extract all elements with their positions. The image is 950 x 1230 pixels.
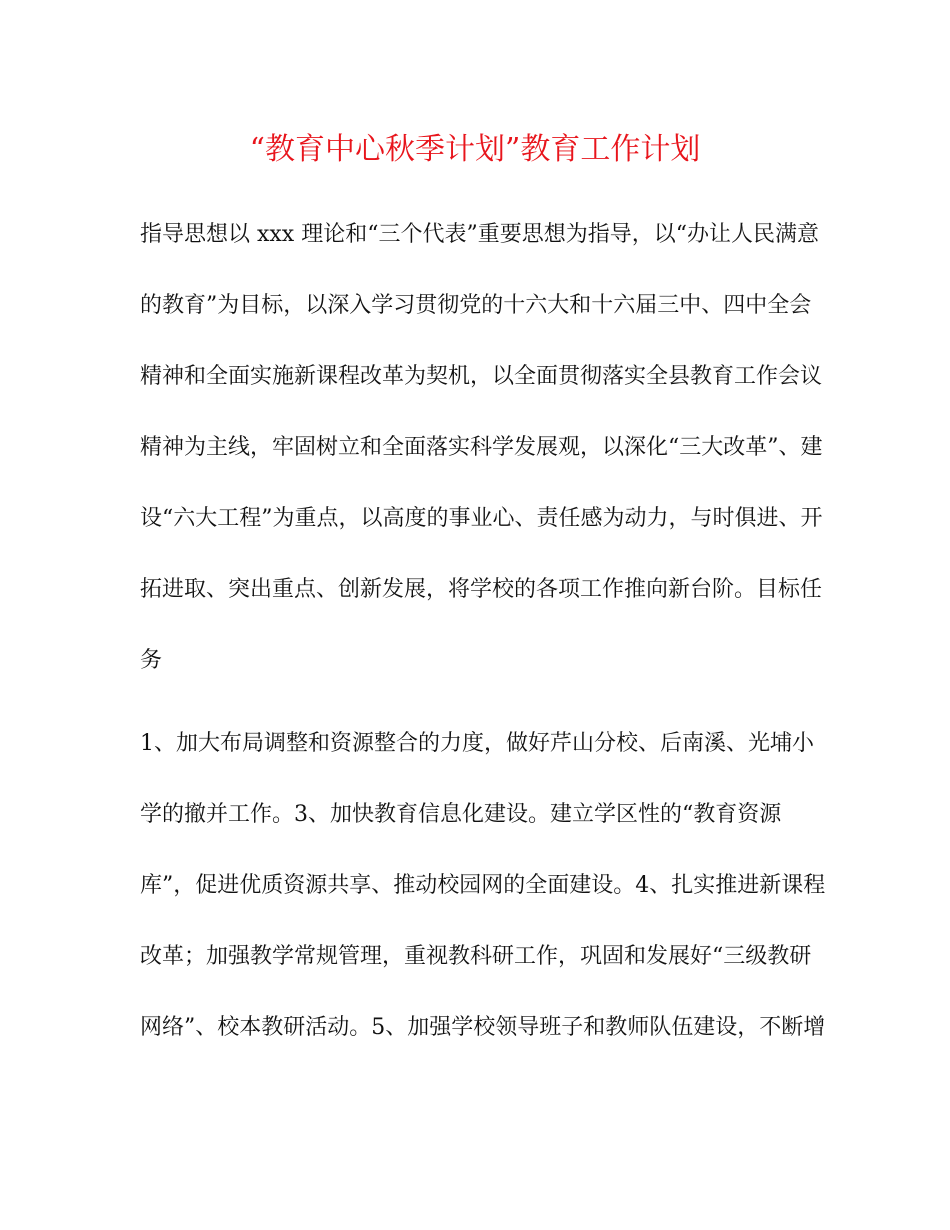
body-line: 指导思想以 xxx 理论和“三个代表”重要思想为指导，以“办让人民满意 bbox=[140, 222, 819, 247]
body-line: 设“六大工程”为重点，以高度的事业心、责任感为动力，与时俱进、开 bbox=[140, 506, 823, 531]
body-line: 精神和全面实施新课程改革为契机，以全面贯彻落实全县教育工作会议 bbox=[140, 364, 823, 389]
body-line: 拓进取、突出重点、创新发展，将学校的各项工作推向新台阶。目标任 bbox=[140, 577, 823, 602]
body-line: 学的撤并工作。3、加快教育信息化建设。建立学区性的“教育资源 bbox=[140, 802, 782, 827]
body-line: 改革；加强教学常规管理，重视教科研工作，巩固和发展好“三级教研 bbox=[140, 944, 812, 969]
body-line: 网络”、校本教研活动。5、加强学校领导班子和教师队伍建设，不断增 bbox=[140, 1015, 826, 1040]
body-line: 精神为主线，牢固树立和全面落实科学发展观，以深化“三大改革”、建 bbox=[140, 435, 823, 460]
body-line: 库”，促进优质资源共享、推动校园网的全面建设。4、扎实推进新课程 bbox=[140, 873, 826, 898]
body-line: 务 bbox=[140, 648, 163, 673]
document-title: “教育中心秋季计划”教育工作计划 bbox=[249, 132, 701, 167]
body-line: 1、加大布局调整和资源整合的力度，做好芹山分校、后南溪、光埔小 bbox=[140, 731, 814, 756]
body-line: 的教育”为目标，以深入学习贯彻党的十六大和十六届三中、四中全会 bbox=[140, 293, 812, 318]
